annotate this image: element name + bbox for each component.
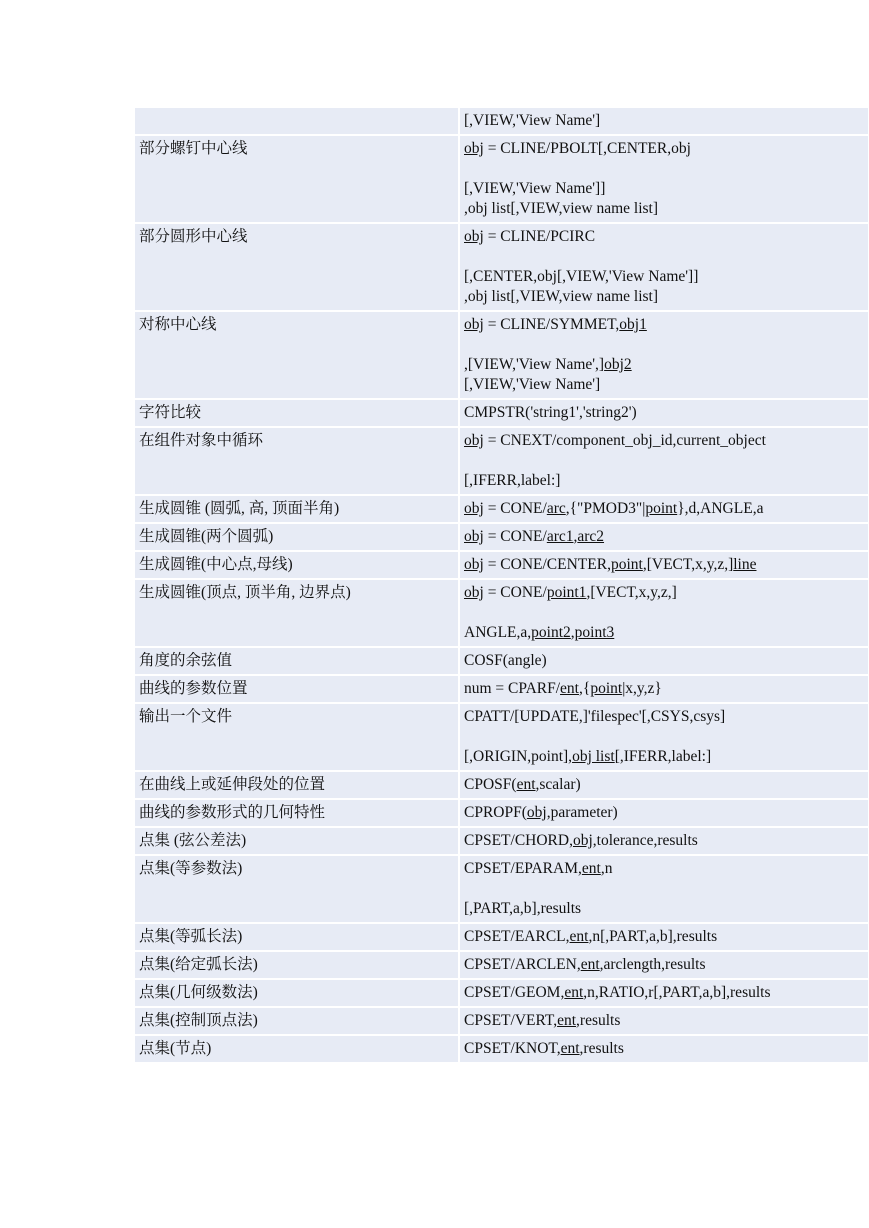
table-row bbox=[134, 1007, 869, 1035]
syntax-line bbox=[464, 315, 864, 335]
function-description-cell: 部分螺钉中心线 bbox=[134, 135, 459, 223]
syntax-text: CPSET/CHORD, bbox=[464, 832, 573, 849]
syntax-argument: point2 bbox=[531, 624, 571, 641]
syntax-text: [,IFERR,label:] bbox=[614, 748, 712, 765]
syntax-text: [,VIEW,'View Name'] bbox=[464, 376, 601, 393]
syntax-argument: arc1 bbox=[546, 528, 574, 545]
syntax-text: = CNEXT/component_obj_id,current_object bbox=[483, 432, 766, 449]
table-body bbox=[134, 107, 869, 1063]
syntax-text: CPROPF( bbox=[464, 804, 527, 821]
syntax-text: ,obj list[,VIEW,view name list] bbox=[464, 200, 659, 217]
syntax-text: [,PART,a,b],results bbox=[464, 900, 582, 917]
syntax-text: = CONE/CENTER, bbox=[483, 556, 611, 573]
syntax-text: ,n,RATIO,r[,PART,a,b],results bbox=[583, 984, 771, 1001]
syntax-argument: ent bbox=[560, 680, 579, 697]
syntax-text: CPSET/ARCLEN, bbox=[464, 956, 581, 973]
syntax-line bbox=[464, 179, 864, 199]
syntax-line bbox=[464, 775, 864, 795]
syntax-line bbox=[464, 431, 864, 451]
syntax-line bbox=[464, 403, 864, 423]
syntax-line bbox=[464, 1039, 864, 1059]
syntax-argument: obj bbox=[572, 832, 593, 849]
syntax-argument: ent bbox=[557, 1012, 577, 1029]
syntax-text: ,[VECT,x,y,z,] bbox=[586, 584, 677, 601]
syntax-argument: ent bbox=[560, 1040, 580, 1057]
syntax-cell bbox=[459, 135, 869, 223]
function-description-cell: 点集(节点) bbox=[134, 1035, 459, 1063]
syntax-cell bbox=[459, 647, 869, 675]
syntax-argument: obj bbox=[464, 584, 484, 601]
syntax-line bbox=[464, 555, 864, 575]
syntax-text: [,VIEW,'View Name']] bbox=[464, 180, 606, 197]
function-reference-table bbox=[133, 106, 869, 1064]
syntax-text: CPSET/GEOM, bbox=[464, 984, 565, 1001]
syntax-line bbox=[464, 803, 864, 823]
function-description-cell: 点集(控制顶点法) bbox=[134, 1007, 459, 1035]
syntax-text: CPSET/VERT, bbox=[464, 1012, 558, 1029]
table-row bbox=[134, 223, 869, 311]
syntax-argument: line bbox=[733, 556, 757, 573]
syntax-line bbox=[464, 623, 864, 643]
syntax-argument: obj bbox=[464, 432, 484, 449]
syntax-text: CPSET/KNOT, bbox=[464, 1040, 561, 1057]
table-row bbox=[134, 311, 869, 399]
syntax-line bbox=[464, 747, 864, 767]
syntax-text: CPSET/EPARAM, bbox=[464, 860, 582, 877]
syntax-line bbox=[464, 899, 864, 919]
table-row bbox=[134, 647, 869, 675]
table-row bbox=[134, 107, 869, 135]
table-row bbox=[134, 771, 869, 799]
syntax-line bbox=[464, 499, 864, 519]
syntax-cell bbox=[459, 427, 869, 495]
syntax-argument: obj bbox=[526, 804, 547, 821]
syntax-text: CPATT/[UPDATE,]'filespec'[,CSYS,csys] bbox=[464, 708, 726, 725]
table-row bbox=[134, 855, 869, 923]
syntax-argument: point bbox=[610, 556, 643, 573]
syntax-text: [,IFERR,label:] bbox=[464, 472, 561, 489]
syntax-text: |x,y,z} bbox=[622, 680, 662, 697]
syntax-line bbox=[464, 983, 864, 1003]
syntax-text: = CLINE/PBOLT[,CENTER,obj bbox=[483, 140, 691, 157]
syntax-line bbox=[464, 471, 864, 491]
syntax-line bbox=[464, 139, 864, 159]
syntax-argument: ent bbox=[580, 956, 600, 973]
syntax-text: ,scalar) bbox=[535, 776, 581, 793]
blank-line bbox=[464, 159, 864, 179]
syntax-line bbox=[464, 1011, 864, 1031]
table-row bbox=[134, 523, 869, 551]
syntax-argument: obj1 bbox=[619, 316, 647, 333]
syntax-text: ,obj list[,VIEW,view name list] bbox=[464, 288, 659, 305]
syntax-cell bbox=[459, 223, 869, 311]
syntax-text: ,{ bbox=[578, 680, 591, 697]
blank-line bbox=[464, 247, 864, 267]
syntax-text: CPSET/EARCL, bbox=[464, 928, 570, 945]
syntax-line bbox=[464, 831, 864, 851]
syntax-line bbox=[464, 583, 864, 603]
syntax-cell bbox=[459, 951, 869, 979]
syntax-line bbox=[464, 199, 864, 219]
function-description-cell: 生成圆锥(中心点,母线) bbox=[134, 551, 459, 579]
function-description-cell: 部分圆形中心线 bbox=[134, 223, 459, 311]
table-row bbox=[134, 799, 869, 827]
syntax-text: ,{"PMOD3"| bbox=[565, 500, 646, 517]
table-row bbox=[134, 495, 869, 523]
syntax-cell bbox=[459, 579, 869, 647]
table-row bbox=[134, 703, 869, 771]
syntax-text: num = CPARF/ bbox=[464, 680, 561, 697]
syntax-line bbox=[464, 927, 864, 947]
syntax-cell bbox=[459, 827, 869, 855]
syntax-cell bbox=[459, 923, 869, 951]
syntax-text: [,ORIGIN,point], bbox=[464, 748, 573, 765]
syntax-text: ,results bbox=[576, 1012, 621, 1029]
syntax-line bbox=[464, 859, 864, 879]
function-description-cell: 点集(给定弧长法) bbox=[134, 951, 459, 979]
table-row bbox=[134, 827, 869, 855]
syntax-cell bbox=[459, 855, 869, 923]
syntax-cell bbox=[459, 495, 869, 523]
syntax-line bbox=[464, 679, 864, 699]
syntax-cell bbox=[459, 107, 869, 135]
syntax-text: ,tolerance,results bbox=[592, 832, 698, 849]
syntax-line bbox=[464, 651, 864, 671]
syntax-cell bbox=[459, 979, 869, 1007]
table-row bbox=[134, 1035, 869, 1063]
syntax-text: , bbox=[573, 528, 578, 545]
syntax-cell bbox=[459, 1035, 869, 1063]
function-description-cell: 生成圆锥(两个圆弧) bbox=[134, 523, 459, 551]
syntax-text: ,[VIEW,'View Name',] bbox=[464, 356, 605, 373]
syntax-cell bbox=[459, 311, 869, 399]
syntax-cell bbox=[459, 703, 869, 771]
syntax-text: = CONE/ bbox=[483, 528, 547, 545]
syntax-line bbox=[464, 227, 864, 247]
table-row bbox=[134, 951, 869, 979]
syntax-cell bbox=[459, 675, 869, 703]
syntax-line bbox=[464, 287, 864, 307]
blank-line bbox=[464, 335, 864, 355]
syntax-argument: point bbox=[590, 680, 623, 697]
table-row bbox=[134, 399, 869, 427]
table-row bbox=[134, 427, 869, 495]
function-description-cell: 生成圆锥(顶点, 顶半角, 边界点) bbox=[134, 579, 459, 647]
function-description-cell: 点集(几何级数法) bbox=[134, 979, 459, 1007]
blank-line bbox=[464, 451, 864, 471]
syntax-text: = CONE/ bbox=[483, 500, 547, 517]
syntax-text: },d,ANGLE,a bbox=[677, 500, 764, 517]
function-description-cell: 曲线的参数位置 bbox=[134, 675, 459, 703]
syntax-text: ,n bbox=[600, 860, 613, 877]
table-row bbox=[134, 135, 869, 223]
syntax-argument: obj bbox=[464, 316, 484, 333]
syntax-text: [,CENTER,obj[,VIEW,'View Name']] bbox=[464, 268, 699, 285]
table-row bbox=[134, 551, 869, 579]
syntax-line bbox=[464, 111, 864, 131]
syntax-line bbox=[464, 955, 864, 975]
function-description-cell: 在曲线上或延伸段处的位置 bbox=[134, 771, 459, 799]
syntax-argument: obj bbox=[464, 228, 484, 245]
function-description-cell: 点集(等参数法) bbox=[134, 855, 459, 923]
syntax-cell bbox=[459, 399, 869, 427]
function-description-cell: 角度的余弦值 bbox=[134, 647, 459, 675]
syntax-cell bbox=[459, 551, 869, 579]
syntax-line bbox=[464, 707, 864, 727]
syntax-argument: obj bbox=[464, 556, 484, 573]
table-row bbox=[134, 923, 869, 951]
blank-line bbox=[464, 879, 864, 899]
blank-line bbox=[464, 727, 864, 747]
function-description-cell: 生成圆锥 (圆弧, 高, 顶面半角) bbox=[134, 495, 459, 523]
function-description-cell: 曲线的参数形式的几何特性 bbox=[134, 799, 459, 827]
blank-line bbox=[464, 603, 864, 623]
syntax-text: COSF(angle) bbox=[464, 652, 547, 669]
syntax-argument: ent bbox=[581, 860, 601, 877]
syntax-argument: point bbox=[645, 500, 678, 517]
syntax-argument: obj2 bbox=[604, 356, 632, 373]
table-row bbox=[134, 979, 869, 1007]
syntax-text: = CLINE/PCIRC bbox=[483, 228, 596, 245]
function-description-cell: 点集 (弦公差法) bbox=[134, 827, 459, 855]
syntax-argument: obj list bbox=[572, 748, 615, 765]
syntax-argument: point3 bbox=[574, 624, 615, 641]
function-description-cell bbox=[134, 107, 459, 135]
syntax-argument: obj bbox=[464, 528, 484, 545]
syntax-text: [,VIEW,'View Name'] bbox=[464, 112, 601, 129]
syntax-text: ,parameter) bbox=[546, 804, 618, 821]
syntax-argument: ent bbox=[516, 776, 536, 793]
syntax-line bbox=[464, 375, 864, 395]
syntax-cell bbox=[459, 771, 869, 799]
syntax-cell bbox=[459, 1007, 869, 1035]
syntax-text: ANGLE,a, bbox=[464, 624, 532, 641]
syntax-line bbox=[464, 267, 864, 287]
function-description-cell: 对称中心线 bbox=[134, 311, 459, 399]
syntax-text: CPOSF( bbox=[464, 776, 517, 793]
syntax-text: ,[VECT,x,y,z,] bbox=[642, 556, 734, 573]
syntax-line bbox=[464, 527, 864, 547]
syntax-text: = CONE/ bbox=[483, 584, 547, 601]
syntax-argument: ent bbox=[564, 984, 584, 1001]
syntax-cell bbox=[459, 799, 869, 827]
syntax-text: = CLINE/SYMMET, bbox=[483, 316, 620, 333]
syntax-cell bbox=[459, 523, 869, 551]
syntax-argument: arc2 bbox=[577, 528, 605, 545]
function-description-cell: 输出一个文件 bbox=[134, 703, 459, 771]
syntax-argument: ent bbox=[569, 928, 589, 945]
syntax-argument: obj bbox=[464, 500, 484, 517]
syntax-argument: point1 bbox=[546, 584, 587, 601]
function-description-cell: 在组件对象中循环 bbox=[134, 427, 459, 495]
table-row bbox=[134, 675, 869, 703]
syntax-text: ,n[,PART,a,b],results bbox=[588, 928, 718, 945]
syntax-argument: obj bbox=[464, 140, 484, 157]
syntax-text: ,arclength,results bbox=[599, 956, 706, 973]
syntax-argument: arc bbox=[546, 500, 566, 517]
syntax-text: , bbox=[570, 624, 575, 641]
syntax-text: CMPSTR('string1','string2') bbox=[464, 404, 637, 421]
table-row bbox=[134, 579, 869, 647]
syntax-text: ,results bbox=[579, 1040, 624, 1057]
function-description-cell: 点集(等弧长法) bbox=[134, 923, 459, 951]
syntax-line bbox=[464, 355, 864, 375]
function-description-cell: 字符比较 bbox=[134, 399, 459, 427]
